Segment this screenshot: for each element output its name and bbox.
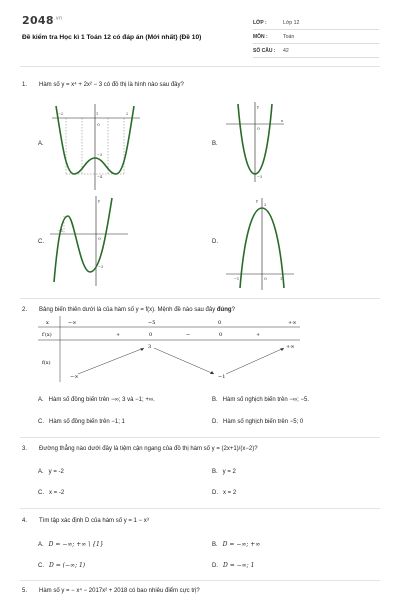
option-text: x = 2	[223, 490, 237, 496]
option-text: Hàm số đồng biến trên −1; 1	[49, 419, 125, 425]
option-letter: C.	[38, 490, 44, 496]
option-letter: D.	[212, 419, 218, 425]
svg-text:−4: −4	[97, 175, 103, 179]
option-text: Hàm số đồng biến trên −∞; 3 và −1; +∞.	[48, 397, 155, 403]
logo-text: 2048	[22, 14, 54, 27]
meta-row-count	[253, 44, 379, 58]
question-text: Tìm tập xác định D của hàm số y = 1 − x³	[39, 518, 149, 524]
option-text: D = −∞; +∞	[222, 541, 261, 548]
fp-sign: 0	[149, 332, 153, 338]
meta-key: MÔN :	[253, 33, 268, 40]
fp-sign: +	[116, 332, 121, 338]
meta-key: LỚP :	[253, 19, 267, 26]
question-5	[22, 588, 200, 594]
option-letter: A.	[38, 141, 44, 147]
variation-table	[38, 316, 300, 382]
q2-option-c[interactable]	[38, 419, 125, 425]
q3-option-a[interactable]	[38, 469, 64, 475]
svg-text:−3: −3	[98, 265, 104, 269]
option-letter: A.	[38, 397, 44, 403]
q3-option-c[interactable]	[38, 490, 64, 496]
option-letter: B.	[212, 141, 218, 147]
option-text: x = -2	[49, 490, 65, 496]
question-number: 2.	[22, 307, 28, 313]
option-letter: B.	[212, 469, 218, 475]
f-value: 3	[148, 344, 152, 350]
svg-text:3: 3	[264, 203, 267, 207]
question-emphasis: đúng	[216, 307, 232, 313]
q1-option-b[interactable]	[212, 141, 218, 147]
svg-text:y: y	[256, 199, 258, 203]
question-2	[22, 307, 235, 313]
fp-sign: 0	[219, 332, 223, 338]
graph-b	[226, 102, 286, 182]
svg-text:x: x	[281, 119, 283, 123]
q4-option-d[interactable]	[212, 562, 254, 569]
meta-row-class	[253, 16, 379, 30]
svg-text:O: O	[97, 123, 100, 127]
question-3	[22, 446, 258, 452]
table-f-label: f(x)	[42, 360, 51, 366]
meta-row-subject	[253, 30, 379, 44]
option-letter: A.	[38, 469, 44, 475]
svg-text:2: 2	[126, 112, 129, 116]
svg-text:−1: −1	[234, 277, 240, 281]
option-text: D = (−∞; 1)	[49, 562, 86, 569]
graph-a	[52, 104, 142, 190]
question-text: Hàm số y = x⁴ + 2x² − 3 có đồ thị là hình nào sau đây?	[39, 82, 184, 88]
table-fprime-label: f′(x)	[42, 332, 52, 338]
q2-option-b[interactable]	[212, 397, 309, 403]
divider	[20, 66, 380, 67]
exam-title: Đề kiểm tra Học kì 1 Toán 12 có đáp án (Mới nhất) (Đề 10)	[22, 34, 202, 41]
svg-text:−1: −1	[58, 229, 64, 233]
table-x-label: x	[46, 320, 49, 326]
option-text: y = -2	[48, 469, 64, 475]
option-text: D = −∞; +∞ \ {1}	[48, 541, 104, 548]
q2-option-a[interactable]	[38, 397, 155, 403]
fp-sign: +	[256, 332, 261, 338]
option-text: Hàm số nghịch biến trên −∞; −5.	[222, 397, 309, 403]
question-1	[22, 82, 184, 88]
question-number: 4.	[22, 518, 28, 524]
x-value: 0	[218, 320, 222, 326]
svg-text:y: y	[257, 105, 259, 109]
exam-meta	[253, 16, 379, 58]
option-letter: A.	[38, 542, 44, 548]
svg-text:O: O	[98, 237, 101, 241]
svg-text:O: O	[264, 277, 267, 281]
f-value: +∞	[286, 344, 295, 350]
divider	[20, 508, 380, 509]
site-logo[interactable]	[22, 14, 62, 27]
question-4	[22, 518, 149, 524]
question-text: Đường thẳng nào dưới đây là tiệm cận ngang của đồ thị hàm số y = (2x+1)/(x−2)?	[39, 446, 258, 452]
meta-key: SỐ CÂU :	[253, 47, 276, 54]
option-text: y = 2	[222, 469, 236, 475]
x-value: −5	[148, 320, 156, 326]
graph-c	[50, 196, 130, 286]
option-text: Hàm số nghịch biến trên −5; 0	[223, 419, 304, 425]
meta-value: Toán	[283, 33, 295, 40]
option-letter: D.	[212, 490, 218, 496]
q2-option-d[interactable]	[212, 419, 303, 425]
meta-value: 42	[283, 47, 289, 54]
f-value: −1	[218, 374, 226, 380]
f-value: −∞	[70, 374, 79, 380]
question-number: 1.	[22, 82, 28, 88]
q3-option-d[interactable]	[212, 490, 236, 496]
question-text: Hàm số y = − x⁴ − 2017x² + 2018 có bao nhiêu điểm cực trị?	[39, 588, 200, 594]
svg-text:1: 1	[96, 112, 99, 116]
option-letter: B.	[212, 542, 218, 548]
q4-option-a[interactable]	[38, 541, 104, 548]
question-text-end: ?	[231, 307, 235, 313]
question-number: 5.	[22, 588, 28, 594]
q1-option-a[interactable]	[38, 141, 44, 147]
option-letter: C.	[38, 239, 44, 245]
q4-option-c[interactable]	[38, 562, 85, 569]
x-value: +∞	[288, 320, 297, 326]
q3-option-b[interactable]	[212, 469, 236, 475]
q1-option-c[interactable]	[38, 239, 44, 245]
option-letter: C.	[38, 563, 44, 569]
option-letter: D.	[212, 239, 218, 245]
svg-text:O: O	[257, 127, 260, 131]
divider	[20, 580, 380, 581]
meta-value: Lớp 12	[283, 19, 300, 26]
divider	[20, 298, 380, 299]
q1-option-d[interactable]	[212, 239, 218, 245]
x-value: −∞	[68, 320, 77, 326]
graph-d	[226, 198, 296, 290]
divider	[20, 437, 380, 438]
q4-option-b[interactable]	[212, 541, 260, 548]
option-letter: C.	[38, 419, 44, 425]
svg-text:1: 1	[280, 277, 283, 281]
question-text: Bảng biến thiên dưới là của hàm số y = f(x). Mệnh đề nào sau đây	[39, 307, 217, 313]
question-number: 3.	[22, 446, 28, 452]
option-letter: D.	[212, 563, 218, 569]
logo-suffix: .vn	[53, 15, 63, 22]
svg-text:−3: −3	[257, 175, 263, 179]
fp-sign: −	[186, 332, 191, 338]
svg-text:y: y	[98, 199, 100, 203]
option-text: D = −∞; 1	[223, 562, 255, 569]
svg-text:−3: −3	[97, 153, 103, 157]
option-letter: B.	[212, 397, 218, 403]
svg-text:−2: −2	[58, 112, 64, 116]
